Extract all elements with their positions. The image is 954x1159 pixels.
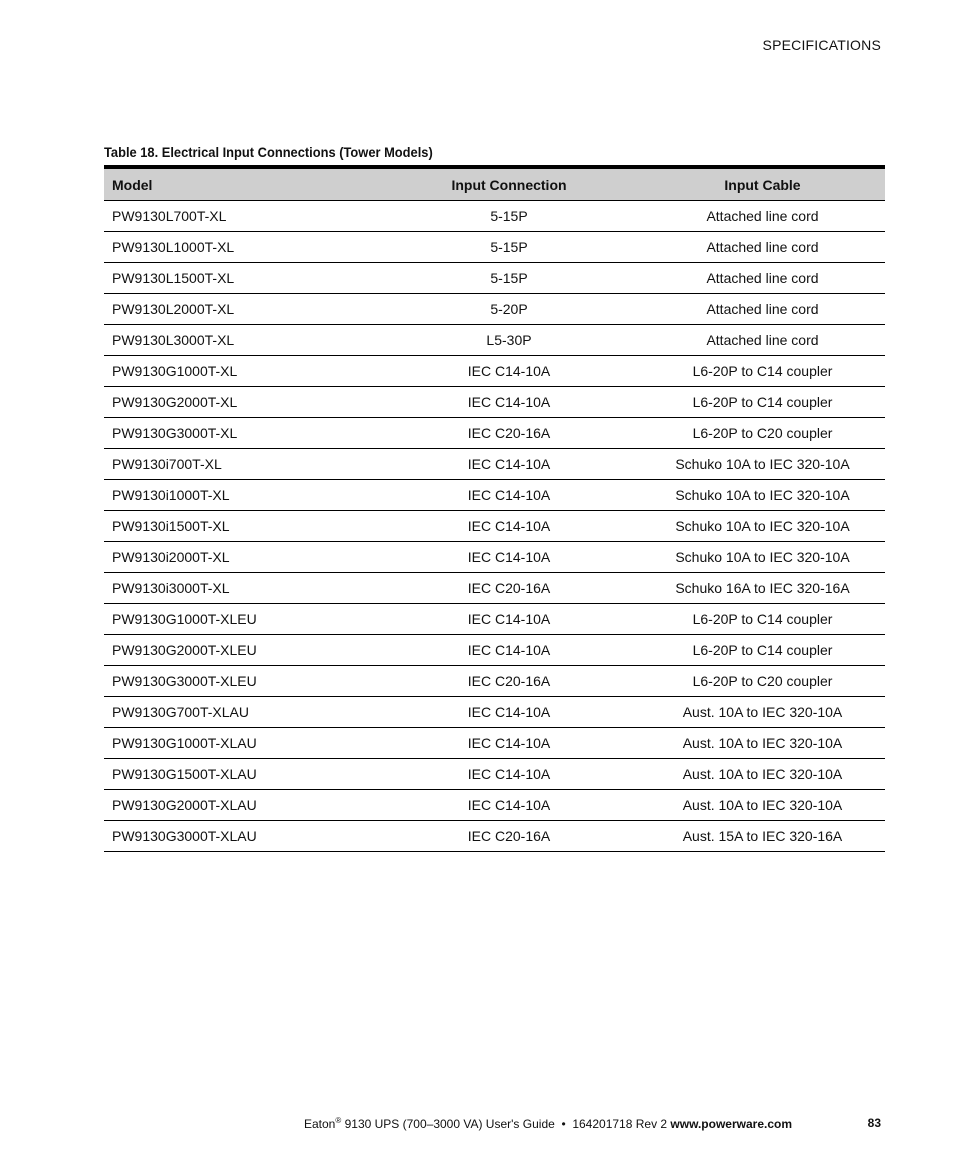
- cell-model: PW9130L3000T-XL: [104, 325, 348, 356]
- table-row: [104, 697, 885, 728]
- cell-input-cable: Schuko 16A to IEC 320-16A: [640, 573, 885, 604]
- table-row: [104, 325, 885, 356]
- cell-input-connection: IEC C14-10A: [348, 790, 640, 821]
- table-row: [104, 480, 885, 511]
- table-row: [104, 604, 885, 635]
- cell-model: PW9130i700T-XL: [104, 449, 348, 480]
- cell-input-connection: 5-15P: [348, 232, 640, 263]
- footer-brand: Eaton: [304, 1117, 336, 1131]
- cell-model: PW9130G1000T-XLEU: [104, 604, 348, 635]
- cell-model: PW9130i1000T-XL: [104, 480, 348, 511]
- table-caption: Table 18. Electrical Input Connections (Tower Models): [104, 144, 433, 160]
- cell-input-connection: IEC C20-16A: [348, 821, 640, 852]
- table-row: [104, 790, 885, 821]
- column-header-input-cable: Input Cable: [640, 169, 885, 201]
- cell-input-connection: IEC C14-10A: [348, 480, 640, 511]
- table-container: [104, 165, 885, 852]
- table-body: [104, 201, 885, 852]
- cell-input-cable: Attached line cord: [640, 325, 885, 356]
- footer-guide-info: [304, 1116, 792, 1131]
- cell-input-cable: L6-20P to C14 coupler: [640, 604, 885, 635]
- cell-input-cable: L6-20P to C14 coupler: [640, 387, 885, 418]
- cell-model: PW9130i2000T-XL: [104, 542, 348, 573]
- column-header-model: Model: [104, 169, 348, 201]
- cell-input-cable: L6-20P to C14 coupler: [640, 356, 885, 387]
- cell-input-cable: Aust. 10A to IEC 320-10A: [640, 790, 885, 821]
- page-number: 83: [867, 1116, 881, 1130]
- cell-input-cable: Aust. 15A to IEC 320-16A: [640, 821, 885, 852]
- input-connections-table: [104, 169, 885, 852]
- cell-input-connection: IEC C14-10A: [348, 759, 640, 790]
- table-row: [104, 387, 885, 418]
- cell-input-connection: 5-15P: [348, 263, 640, 294]
- cell-input-connection: L5-30P: [348, 325, 640, 356]
- running-header: SPECIFICATIONS: [762, 37, 881, 53]
- cell-model: PW9130G2000T-XL: [104, 387, 348, 418]
- cell-input-connection: IEC C20-16A: [348, 666, 640, 697]
- cell-model: PW9130G3000T-XLAU: [104, 821, 348, 852]
- table-row: [104, 821, 885, 852]
- cell-input-cable: L6-20P to C20 coupler: [640, 418, 885, 449]
- cell-model: PW9130L2000T-XL: [104, 294, 348, 325]
- table-header-row: [104, 169, 885, 201]
- cell-input-connection: IEC C14-10A: [348, 449, 640, 480]
- cell-input-connection: IEC C14-10A: [348, 635, 640, 666]
- cell-input-cable: L6-20P to C14 coupler: [640, 635, 885, 666]
- cell-model: PW9130G1500T-XLAU: [104, 759, 348, 790]
- cell-input-cable: Schuko 10A to IEC 320-10A: [640, 449, 885, 480]
- registered-mark: ®: [335, 1116, 342, 1125]
- table-row: [104, 418, 885, 449]
- table-row: [104, 666, 885, 697]
- cell-model: PW9130G700T-XLAU: [104, 697, 348, 728]
- cell-input-cable: L6-20P to C20 coupler: [640, 666, 885, 697]
- cell-input-connection: IEC C20-16A: [348, 418, 640, 449]
- cell-model: PW9130G2000T-XLAU: [104, 790, 348, 821]
- cell-input-connection: 5-15P: [348, 201, 640, 232]
- cell-input-cable: Attached line cord: [640, 232, 885, 263]
- cell-model: PW9130L700T-XL: [104, 201, 348, 232]
- cell-input-cable: Aust. 10A to IEC 320-10A: [640, 759, 885, 790]
- table-row: [104, 356, 885, 387]
- cell-input-connection: IEC C14-10A: [348, 356, 640, 387]
- table-row: [104, 294, 885, 325]
- table-row: [104, 263, 885, 294]
- cell-model: PW9130L1500T-XL: [104, 263, 348, 294]
- cell-model: PW9130G3000T-XLEU: [104, 666, 348, 697]
- cell-input-connection: 5-20P: [348, 294, 640, 325]
- page-footer: [0, 1116, 954, 1132]
- table-row: [104, 635, 885, 666]
- cell-input-connection: IEC C14-10A: [348, 604, 640, 635]
- cell-input-connection: IEC C14-10A: [348, 728, 640, 759]
- table-row: [104, 201, 885, 232]
- cell-input-cable: Schuko 10A to IEC 320-10A: [640, 511, 885, 542]
- cell-input-cable: Attached line cord: [640, 294, 885, 325]
- cell-input-connection: IEC C14-10A: [348, 511, 640, 542]
- cell-model: PW9130G1000T-XLAU: [104, 728, 348, 759]
- cell-input-connection: IEC C20-16A: [348, 573, 640, 604]
- table-row: [104, 542, 885, 573]
- table-row: [104, 728, 885, 759]
- footer-url: www.powerware.com: [670, 1117, 792, 1131]
- cell-model: PW9130G2000T-XLEU: [104, 635, 348, 666]
- cell-input-cable: Schuko 10A to IEC 320-10A: [640, 480, 885, 511]
- cell-model: PW9130L1000T-XL: [104, 232, 348, 263]
- footer-guide-text: 9130 UPS (700–3000 VA) User's Guide • 164201718 Rev 2: [341, 1117, 671, 1131]
- column-header-input-connection: Input Connection: [348, 169, 640, 201]
- cell-input-cable: Schuko 10A to IEC 320-10A: [640, 542, 885, 573]
- cell-input-connection: IEC C14-10A: [348, 542, 640, 573]
- cell-input-cable: Aust. 10A to IEC 320-10A: [640, 728, 885, 759]
- cell-input-connection: IEC C14-10A: [348, 387, 640, 418]
- table-row: [104, 232, 885, 263]
- cell-input-connection: IEC C14-10A: [348, 697, 640, 728]
- cell-input-cable: Attached line cord: [640, 201, 885, 232]
- table-row: [104, 449, 885, 480]
- table-row: [104, 759, 885, 790]
- table-row: [104, 573, 885, 604]
- cell-model: PW9130G3000T-XL: [104, 418, 348, 449]
- cell-input-cable: Aust. 10A to IEC 320-10A: [640, 697, 885, 728]
- cell-model: PW9130i1500T-XL: [104, 511, 348, 542]
- cell-model: PW9130G1000T-XL: [104, 356, 348, 387]
- table-row: [104, 511, 885, 542]
- cell-model: PW9130i3000T-XL: [104, 573, 348, 604]
- cell-input-cable: Attached line cord: [640, 263, 885, 294]
